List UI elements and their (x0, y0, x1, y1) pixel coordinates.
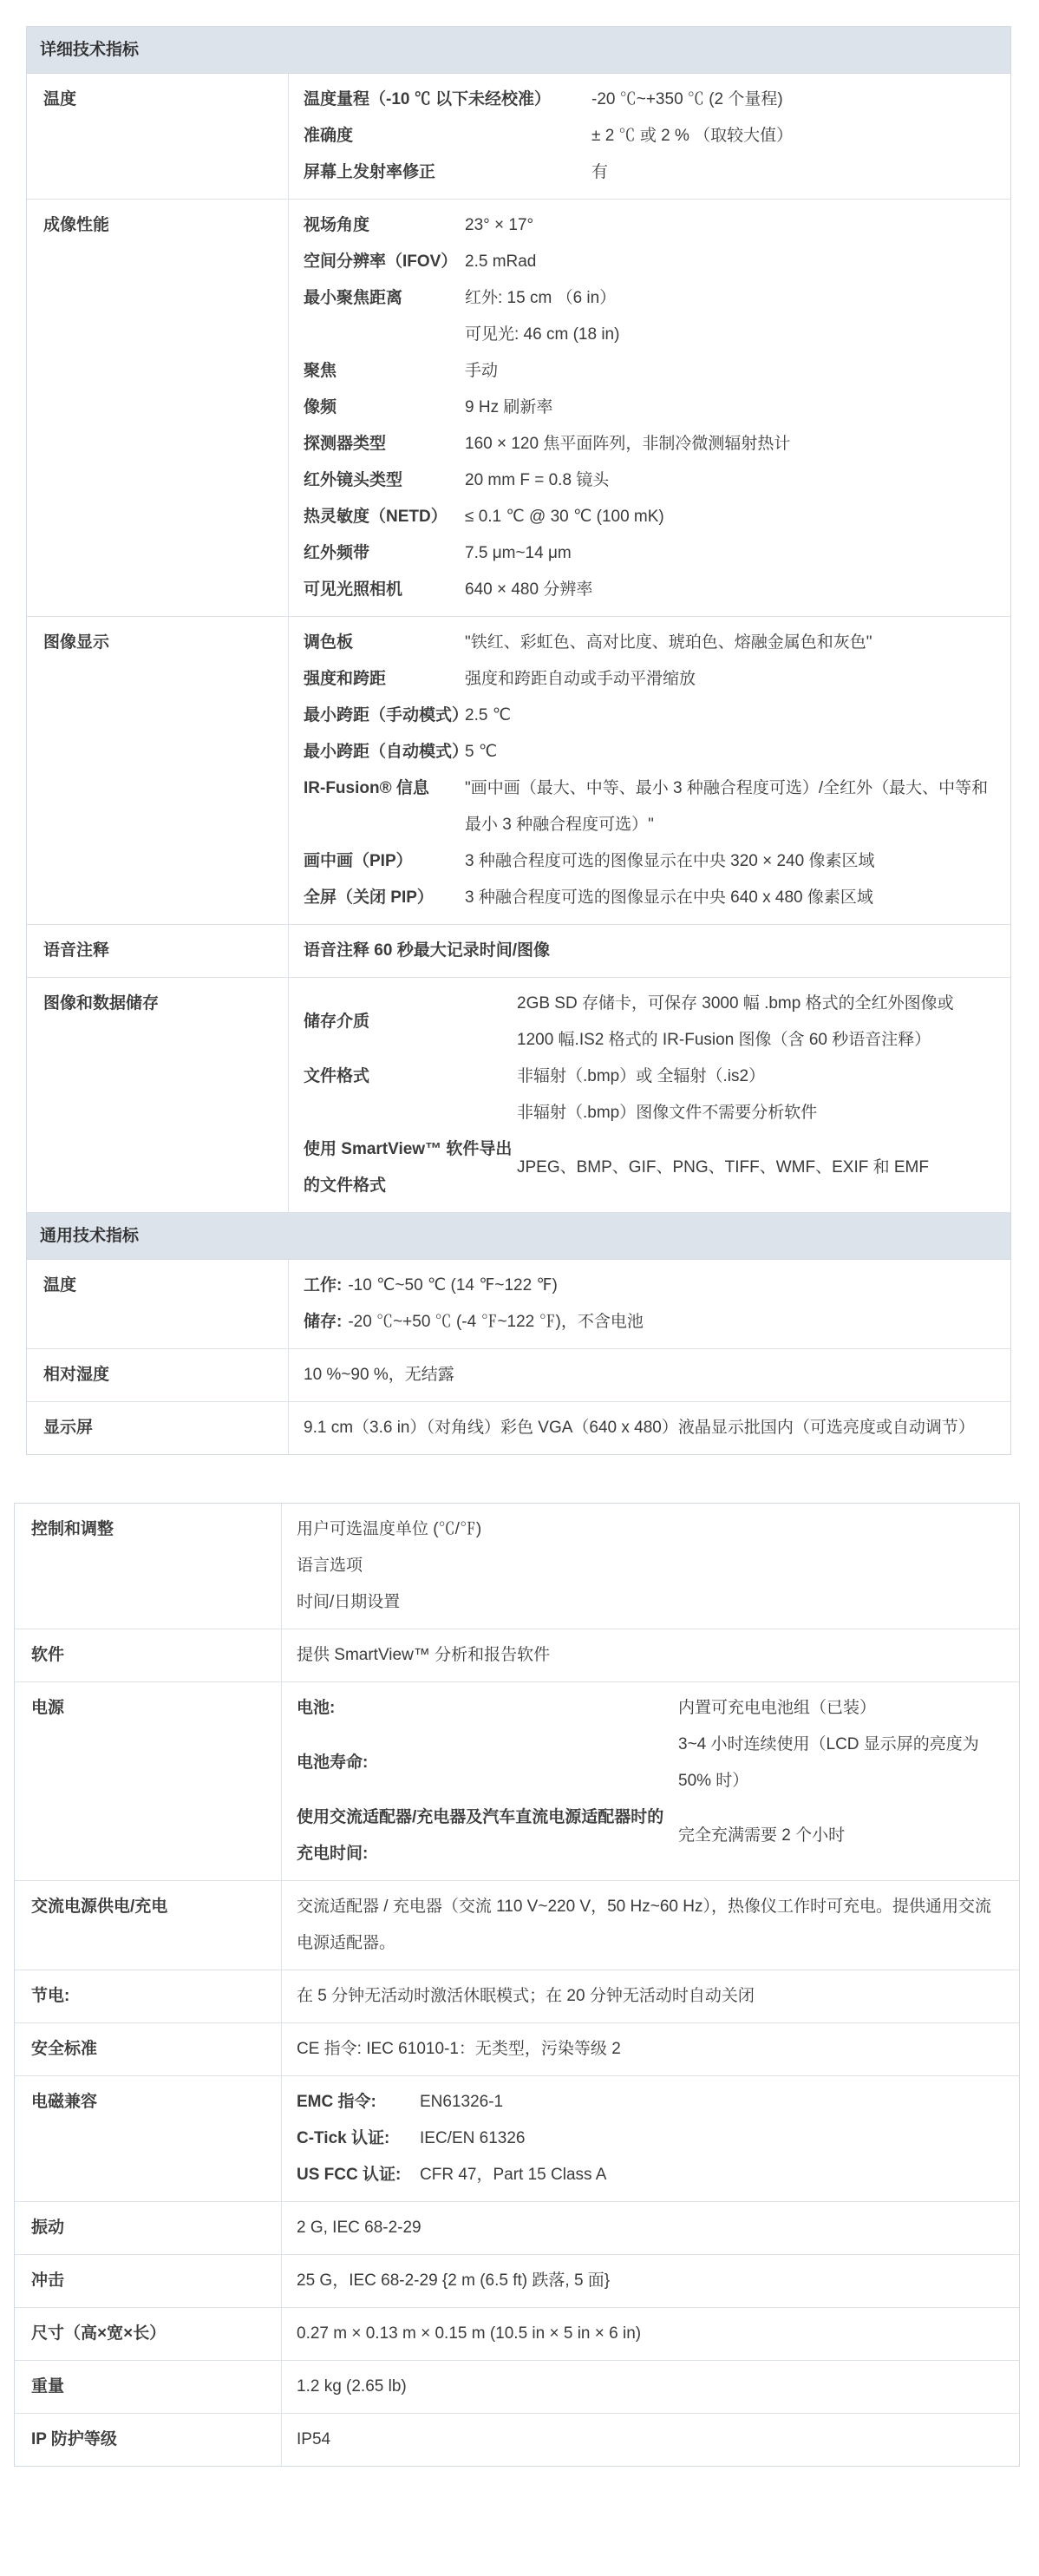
pair-value (465, 390, 998, 426)
row-value-cell (282, 2076, 1019, 2201)
spec-pair (304, 1059, 998, 1131)
pair-label: 强度和跨距 (304, 670, 387, 688)
spec-pair (297, 1690, 1007, 1727)
spec-pair (304, 244, 998, 280)
value-line: 有 (591, 163, 609, 181)
pair-value (591, 118, 998, 154)
text-line: CE 指令: IEC 61010-1：无类型，污染等级 2 (297, 2040, 621, 2058)
table-row (27, 1260, 1010, 1349)
pair-value (678, 1690, 1007, 1727)
pair-label: 画中画（PIP） (304, 852, 413, 870)
pair-label: 电池寿命: (297, 1753, 369, 1772)
spec-pair (304, 661, 998, 698)
table-row (15, 2023, 1019, 2076)
pair-label: 视场角度 (304, 216, 370, 234)
inline-value: -20 ℃~+50 ℃ (-4 ℉~122 ℉)，不含电池 (348, 1313, 644, 1331)
pair-label: 聚焦 (304, 362, 337, 380)
row-label-cell (15, 1629, 282, 1681)
table-row (15, 2076, 1019, 2202)
spec-pair (304, 986, 998, 1059)
spec-pair (304, 734, 998, 770)
pair-label: 文件格式 (304, 1067, 370, 1085)
pair-value (517, 986, 998, 1059)
pair-value (591, 82, 998, 118)
pair-label: US FCC 认证: (297, 2166, 402, 2184)
pair-value (465, 535, 998, 572)
text-line: IP54 (297, 2430, 331, 2448)
pair-label: 电池: (297, 1699, 336, 1717)
spec-pair (304, 462, 998, 499)
pair-value (465, 770, 998, 843)
row-label: 成像性能 (43, 216, 110, 234)
row-label-cell (27, 1260, 289, 1348)
section-header-band: 详细技术指标 (27, 27, 1010, 74)
row-label-cell (15, 2414, 282, 2466)
row-value-cell (289, 1260, 1010, 1348)
spec-pair (297, 1727, 1007, 1799)
row-value-cell (289, 1349, 1010, 1401)
row-label-cell (27, 200, 289, 616)
value-line: IEC/EN 61326 (420, 2129, 526, 2147)
row-value-cell (282, 1504, 1019, 1629)
pair-label: 使用交流适配器/充电器及汽车直流电源适配器时的充电时间: (297, 1808, 664, 1863)
row-label: 显示屏 (43, 1419, 94, 1437)
pair-label: 温度量程（-10 ℃ 以下未经校准） (304, 90, 552, 108)
table-row (27, 200, 1010, 617)
value-line: "铁红、彩虹色、高对比度、琥珀色、熔融金属色和灰色" (465, 633, 872, 652)
pair-value (465, 734, 998, 770)
spec-pair (297, 2084, 1007, 2120)
spec-pair (304, 426, 998, 462)
pair-label: 空间分辨率（IFOV） (304, 252, 458, 271)
row-label: 节电: (31, 1987, 70, 2005)
row-label: 电磁兼容 (31, 2093, 98, 2111)
row-label-cell (15, 2076, 282, 2201)
text-line: 语言选项 (297, 1557, 363, 1575)
pair-value (465, 880, 998, 916)
table-row (27, 978, 1010, 1213)
pair-value (678, 1727, 1007, 1799)
spec-pair (297, 1799, 1007, 1872)
row-value-cell (289, 925, 1010, 977)
value-line: 2.5 ℃ (465, 706, 512, 724)
spec-pair (304, 207, 998, 244)
table-row (27, 1402, 1010, 1454)
row-value-cell (282, 2202, 1019, 2254)
pair-value (465, 207, 998, 244)
spec-document (0, 26, 1039, 2576)
spec-pair (304, 770, 998, 843)
spec-pair (304, 880, 998, 916)
row-label: 安全标准 (31, 2040, 98, 2058)
table-row (15, 1629, 1019, 1682)
row-label: 图像显示 (43, 633, 110, 652)
table-row (27, 74, 1010, 200)
table-row (27, 925, 1010, 978)
spec-pair (304, 843, 998, 880)
pair-label: EMC 指令: (297, 2093, 376, 2111)
pair-label: 使用 SmartView™ 软件导出的文件格式 (304, 1140, 513, 1195)
row-label-cell (15, 2308, 282, 2360)
text-line: 在 5 分钟无活动时激活休眠模式；在 20 分钟无活动时自动关闭 (297, 1987, 755, 2005)
pair-value (465, 353, 998, 390)
row-label: 温度 (43, 90, 77, 108)
value-line: 内置可充电电池组（已装） (678, 1699, 877, 1717)
spec-pair (304, 154, 998, 191)
spec-pair (304, 572, 998, 608)
row-label-cell (15, 1881, 282, 1970)
row-label-cell (15, 2202, 282, 2254)
pair-value (465, 426, 998, 462)
spec-pair (304, 625, 998, 661)
table-row (27, 617, 1010, 925)
value-line: "画中画（最大、中等、最小 3 种融合程度可选）/全红外（最大、中等和最小 3 种融合程度可选）" (465, 779, 989, 834)
value-line: 非辐射（.bmp）图像文件不需要分析软件 (517, 1104, 818, 1122)
pair-label: 全屏（关闭 PIP） (304, 888, 434, 907)
pair-value (591, 154, 998, 191)
section-header-band: 通用技术指标 (27, 1213, 1010, 1260)
spec-pair (304, 499, 998, 535)
row-value-cell (282, 1682, 1019, 1880)
row-label: 交流电源供电/充电 (31, 1898, 168, 1916)
pair-label: 热灵敏度（NETD） (304, 508, 448, 526)
table-row (15, 1682, 1019, 1881)
inline-value: -10 ℃~50 ℃ (14 ℉~122 ℉) (348, 1276, 558, 1295)
pair-value (465, 625, 998, 661)
row-label-cell (27, 925, 289, 977)
text-line: 语音注释 60 秒最大记录时间/图像 (304, 941, 550, 960)
pair-value (465, 280, 998, 353)
inline-pair (304, 1268, 998, 1304)
pair-label: C-Tick 认证: (297, 2129, 390, 2147)
pair-value (420, 2084, 1007, 2120)
row-label-cell (15, 1682, 282, 1880)
pair-label: 屏幕上发射率修正 (304, 163, 436, 181)
spec-table-1 (26, 26, 1011, 1455)
table-row (15, 1504, 1019, 1629)
text-line: 交流适配器 / 充电器（交流 110 V~220 V，50 Hz~60 Hz），热像仪工作时可充电。提供通用交流电源适配器。 (297, 1898, 991, 1952)
row-label: 语音注释 (43, 941, 110, 960)
pair-label: 探测器类型 (304, 435, 387, 453)
row-label-cell (15, 2361, 282, 2413)
pair-label: 最小跨距（自动模式） (304, 743, 469, 761)
row-label-cell (15, 2255, 282, 2307)
row-label: IP 防护等级 (31, 2430, 117, 2448)
spec-pair (304, 1131, 998, 1204)
value-line: CFR 47，Part 15 Class A (420, 2166, 607, 2184)
value-line: ± 2 ℃ 或 2 % （取较大值） (591, 127, 794, 145)
table-row (15, 2202, 1019, 2255)
table-row (15, 2308, 1019, 2361)
row-label: 软件 (31, 1646, 65, 1664)
text-line: 25 G，IEC 68-2-29 {2 m (6.5 ft) 跌落, 5 面} (297, 2271, 611, 2290)
value-line: 5 ℃ (465, 743, 498, 761)
pair-label: IR-Fusion® 信息 (304, 779, 429, 797)
row-value-cell (289, 978, 1010, 1212)
pair-value (465, 499, 998, 535)
row-label: 振动 (31, 2219, 65, 2237)
pair-value (420, 2157, 1007, 2193)
pair-value (517, 1059, 998, 1131)
pair-value (465, 462, 998, 499)
text-line: 用户可选温度单位 (℃/℉) (297, 1520, 482, 1538)
text-line: 1.2 kg (2.65 lb) (297, 2377, 407, 2396)
row-value-cell (282, 2414, 1019, 2466)
pair-value (465, 244, 998, 280)
pair-label: 调色板 (304, 633, 354, 652)
row-label-cell (15, 1970, 282, 2022)
row-label: 控制和调整 (31, 1520, 114, 1538)
value-line: ≤ 0.1 ℃ @ 30 ℃ (100 mK) (465, 508, 664, 526)
row-label-cell (27, 1402, 289, 1454)
pair-value (465, 661, 998, 698)
inline-label: 工作: (304, 1276, 343, 1295)
spec-pair (304, 82, 998, 118)
pair-value (465, 843, 998, 880)
value-line: -20 ℃~+350 ℃ (2 个量程) (591, 90, 783, 108)
pair-label: 储存介质 (304, 1013, 370, 1031)
row-value-cell (282, 1970, 1019, 2022)
value-line: 3 种融合程度可选的图像显示在中央 640 x 480 像素区域 (465, 888, 873, 907)
row-value-cell (282, 2023, 1019, 2075)
row-label-cell (27, 74, 289, 199)
pair-label: 像频 (304, 398, 337, 416)
row-label-cell (15, 1504, 282, 1629)
text-line: 时间/日期设置 (297, 1593, 401, 1611)
pair-value (517, 1150, 998, 1186)
row-value-cell (282, 2255, 1019, 2307)
spec-pair (304, 118, 998, 154)
value-line: EN61326-1 (420, 2093, 504, 2111)
table-row (15, 2414, 1019, 2466)
pair-value (465, 572, 998, 608)
value-line: 2.5 mRad (465, 252, 537, 271)
row-label-cell (27, 617, 289, 924)
row-label-cell (27, 1349, 289, 1401)
row-value-cell (289, 1402, 1010, 1454)
table-row (15, 2361, 1019, 2414)
row-label: 相对湿度 (43, 1366, 110, 1384)
row-value-cell (282, 1629, 1019, 1681)
table-row (15, 1970, 1019, 2023)
pair-label: 可见光照相机 (304, 580, 403, 599)
value-line: 1200 幅.IS2 格式的 IR-Fusion 图像（含 60 秒语音注释） (517, 1031, 931, 1049)
value-line: 手动 (465, 362, 499, 380)
row-value-cell (282, 2308, 1019, 2360)
spec-pair (297, 2120, 1007, 2157)
spec-sheet-root (0, 26, 1039, 2467)
row-label: 电源 (31, 1699, 65, 1717)
value-line: 完全充满需要 2 个小时 (678, 1826, 846, 1845)
spec-table-2 (14, 1503, 1020, 2467)
text-line: 提供 SmartView™ 分析和报告软件 (297, 1646, 551, 1664)
inline-pair (304, 1304, 998, 1340)
pair-value (420, 2120, 1007, 2157)
row-value-cell (289, 74, 1010, 199)
pair-label: 最小跨距（手动模式） (304, 706, 469, 724)
pair-label: 最小聚焦距离 (304, 289, 403, 307)
value-line: JPEG、BMP、GIF、PNG、TIFF、WMF、EXIF 和 EMF (517, 1158, 929, 1177)
value-line: 23° × 17° (465, 216, 534, 234)
pair-label: 红外镜头类型 (304, 471, 403, 489)
row-label-cell (27, 978, 289, 1212)
value-line: 2GB SD 存储卡，可保存 3000 幅 .bmp 格式的全红外图像或 (517, 994, 954, 1013)
inline-label: 储存: (304, 1313, 343, 1331)
spec-pair (304, 698, 998, 734)
value-line: 红外: 15 cm （6 in） (465, 289, 617, 307)
spec-pair (304, 353, 998, 390)
table-row (15, 2255, 1019, 2308)
value-line: 3~4 小时连续使用（LCD 显示屏的亮度为 50% 时） (678, 1735, 979, 1790)
spec-pair (304, 280, 998, 353)
row-value-cell (289, 200, 1010, 616)
table-row (15, 1881, 1019, 1970)
value-line: 7.5 μm~14 μm (465, 544, 572, 562)
row-value-cell (289, 617, 1010, 924)
row-value-cell (282, 1881, 1019, 1970)
text-line: 2 G, IEC 68-2-29 (297, 2219, 421, 2237)
row-label: 温度 (43, 1276, 77, 1295)
value-line: 非辐射（.bmp）或 全辐射（.is2） (517, 1067, 766, 1085)
pair-value (678, 1818, 1007, 1854)
spec-pair (297, 2157, 1007, 2193)
text-line: 10 %~90 %，无结露 (304, 1366, 454, 1384)
value-line: 强度和跨距自动或手动平滑缩放 (465, 670, 696, 688)
spec-pair (304, 390, 998, 426)
row-label: 尺寸（高×宽×长） (31, 2324, 167, 2343)
pair-label: 准确度 (304, 127, 354, 145)
row-label: 重量 (31, 2377, 65, 2396)
value-line: 640 × 480 分辨率 (465, 580, 593, 599)
row-label: 图像和数据储存 (43, 994, 160, 1013)
pair-value (465, 698, 998, 734)
value-line: 20 mm F = 0.8 镜头 (465, 471, 610, 489)
pair-label: 红外频带 (304, 544, 370, 562)
value-line: 可见光: 46 cm (18 in) (465, 325, 620, 344)
table-row (27, 1349, 1010, 1402)
row-value-cell (282, 2361, 1019, 2413)
text-line: 0.27 m × 0.13 m × 0.15 m (10.5 in × 5 in × 6 in) (297, 2324, 642, 2343)
value-line: 160 × 120 焦平面阵列，非制冷微测辐射热计 (465, 435, 791, 453)
value-line: 9 Hz 刷新率 (465, 398, 553, 416)
text-line: 9.1 cm（3.6 in）（对角线）彩色 VGA（640 x 480）液晶显示批国内（可选亮度或自动调节） (304, 1419, 975, 1437)
value-line: 3 种融合程度可选的图像显示在中央 320 × 240 像素区域 (465, 852, 875, 870)
row-label-cell (15, 2023, 282, 2075)
row-label: 冲击 (31, 2271, 65, 2290)
spec-pair (304, 535, 998, 572)
